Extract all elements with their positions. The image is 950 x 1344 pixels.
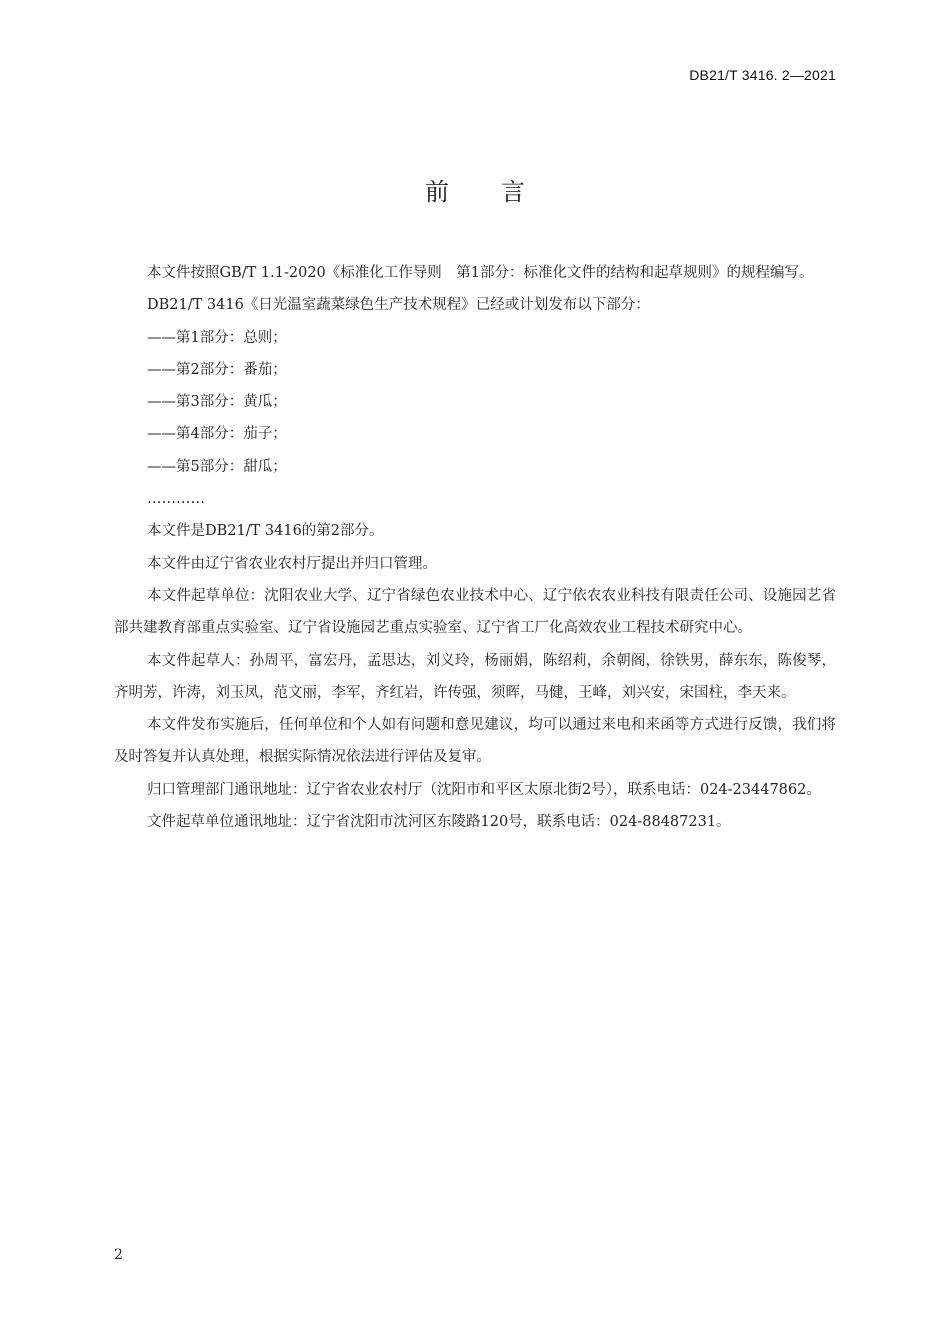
- paragraph-drafter-address: 文件起草单位通讯地址：辽宁省沈阳市沈河区东陵路120号，联系电话：024-88487231。: [147, 814, 731, 831]
- paragraph-feedback: 本文件发布实施后，任何单位和个人如有问题和意见建议，均可以通过来电和来函等方式进行反馈，我们将及时答复并认真处理，根据实际情况依法进行评估及复审。: [114, 717, 836, 766]
- preface-body: [114, 257, 836, 838]
- list-item-part-1: ——第1部分：总则；: [147, 329, 287, 346]
- paragraph-drafting-units: 本文件起草单位：沈阳农业大学、辽宁省绿色农业技术中心、辽宁依农农业科技有限责任公司、设施园艺省部共建教育部重点实验室、辽宁省设施园艺重点实验室、辽宁省工厂化高效农业工程技术研究中心。: [114, 587, 836, 637]
- paragraph-proposer: 本文件由辽宁省农业农村厅提出并归口管理。: [147, 555, 437, 572]
- page-title: 前言: [425, 178, 577, 206]
- document-code: DB21/T 3416. 2—2021: [689, 67, 836, 83]
- list-ellipsis: …………: [147, 491, 205, 508]
- page-number: 2: [114, 1247, 123, 1263]
- list-item-part-2: ——第2部分：番茄；: [147, 361, 287, 378]
- list-item-part-4: ——第4部分：茄子；: [147, 426, 287, 443]
- paragraph-management-address: 归口管理部门通讯地址：辽宁省农业农村厅（沈阳市和平区太原北街2号），联系电话：024-23447862。: [147, 781, 821, 798]
- paragraph-drafting-rules: 本文件按照GB/T 1.1-2020《标准化工作导则 第1部分：标准化文件的结构和起草规则》的规程编写。: [147, 265, 814, 281]
- paragraph-parts-intro: DB21/T 3416《日光温室蔬菜绿色生产技术规程》已经或计划发布以下部分：: [147, 297, 650, 314]
- paragraph-part-number: 本文件是DB21/T 3416的第2部分。: [147, 523, 384, 540]
- paragraph-drafters: 本文件起草人：孙周平，富宏丹，孟思达，刘义玲，杨丽娟，陈绍莉，余朝阁，徐铁男，薛东东，陈俊琴，齐明芳，许涛，刘玉凤，范文丽，李军，齐红岩，许传强，须晖，马健，王峰，刘兴安，宋国柱，李天来。: [114, 652, 836, 701]
- list-item-part-5: ——第5部分：甜瓜；: [147, 458, 287, 475]
- list-item-part-3: ——第3部分：黄瓜；: [147, 394, 287, 411]
